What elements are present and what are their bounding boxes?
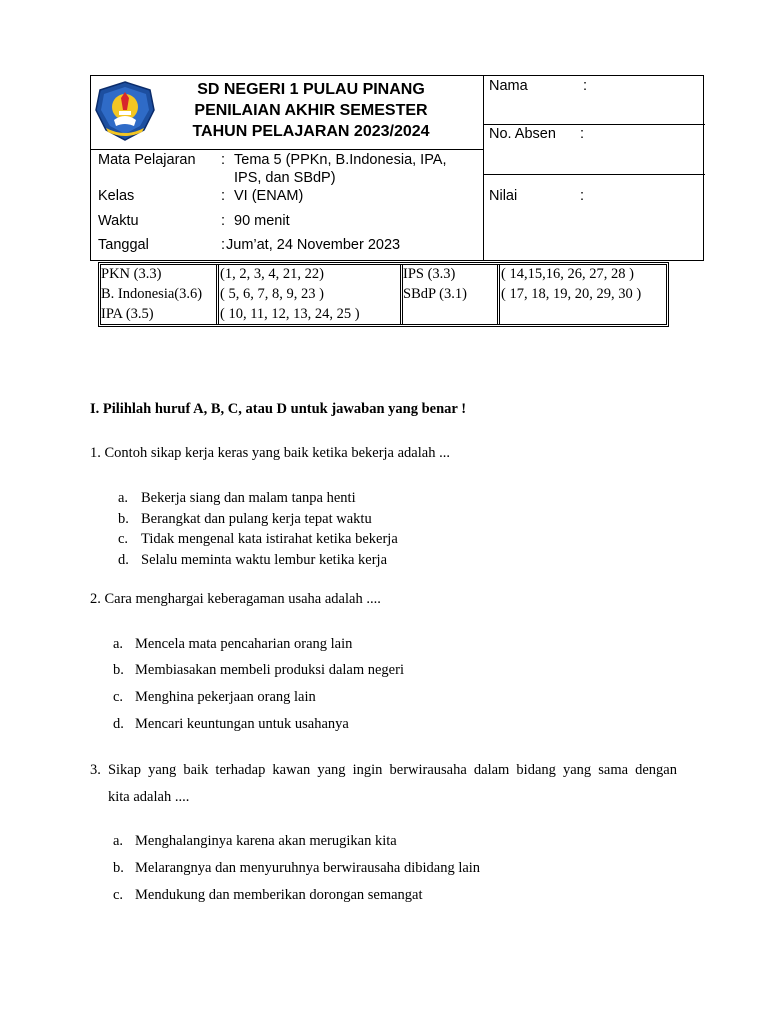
- header-divider: [483, 174, 705, 175]
- option-letter: c.: [113, 689, 124, 705]
- kd-numbers: ( 5, 6, 7, 8, 9, 23 ): [220, 286, 324, 302]
- option-letter: a.: [113, 636, 124, 652]
- question-3-line2: kita adalah ....: [108, 789, 190, 805]
- option-letter: a.: [118, 490, 129, 506]
- option-text: Selalu meminta waktu lembur ketika kerja: [141, 552, 388, 568]
- option-text: Mencela mata pencaharian orang lain: [135, 636, 353, 652]
- time-value: 90 menit: [234, 213, 290, 229]
- kd-subject: IPA (3.5): [101, 306, 154, 322]
- question-3-line1: 3. Sikap yang baik terhadap kawan yang ingin berwirausaha dalam bidang yang sama dengan: [90, 762, 677, 778]
- option-text: Menghina pekerjaan orang lain: [135, 689, 316, 705]
- subject-colon: :: [221, 152, 226, 168]
- name-colon: :: [583, 78, 588, 94]
- name-label: Nama: [489, 78, 528, 94]
- option-letter: a.: [113, 833, 124, 849]
- absen-colon: :: [580, 126, 585, 142]
- exam-name: PENILAIAN AKHIR SEMESTER: [194, 102, 428, 119]
- question-3: [90, 757, 677, 811]
- kd-subject: B. Indonesia(3.6): [101, 286, 203, 302]
- kd-subject: IPS (3.3): [403, 266, 456, 282]
- kd-subject: SBdP (3.1): [403, 286, 467, 302]
- option-letter: b.: [113, 662, 124, 678]
- question-2: 2. Cara menghargai keberagaman usaha adalah ....: [90, 591, 381, 607]
- kd-divider: [216, 265, 219, 324]
- kd-table: [98, 262, 669, 327]
- header-divider: [483, 76, 484, 261]
- option-letter: c.: [118, 531, 129, 547]
- option-text: Membiasakan membeli produksi dalam negeri: [135, 662, 404, 678]
- question-1: 1. Contoh sikap kerja keras yang baik ketika bekerja adalah ...: [90, 445, 450, 461]
- school-year: TAHUN PELAJARAN 2023/2024: [192, 123, 430, 140]
- exam-header: [90, 75, 704, 261]
- option-text: Bekerja siang dan malam tanpa henti: [141, 490, 356, 506]
- option-text: Mencari keuntungan untuk usahanya: [135, 716, 349, 732]
- option-text: Menghalanginya karena akan merugikan kita: [135, 833, 397, 849]
- kd-subject: PKN (3.3): [101, 266, 162, 282]
- score-colon: :: [580, 188, 585, 204]
- subject-value: Tema 5 (PPKn, B.Indonesia, IPA, IPS, dan SBdP): [234, 152, 447, 186]
- school-name: SD NEGERI 1 PULAU PINANG: [197, 81, 425, 98]
- date-label: Tanggal: [98, 237, 149, 253]
- kd-numbers: ( 17, 18, 19, 20, 29, 30 ): [501, 286, 642, 302]
- time-label: Waktu: [98, 213, 139, 229]
- class-label: Kelas: [98, 188, 135, 204]
- time-colon: :: [221, 213, 226, 229]
- class-value: VI (ENAM): [234, 188, 304, 204]
- date-colon: :: [221, 237, 226, 253]
- option-letter: b.: [113, 860, 124, 876]
- option-text: Melarangnya dan menyuruhnya berwirausaha dibidang lain: [135, 860, 481, 876]
- kd-numbers: ( 14,15,16, 26, 27, 28 ): [501, 266, 634, 282]
- option-text: Tidak mengenal kata istirahat ketika bekerja: [141, 531, 398, 547]
- kd-numbers: ( 10, 11, 12, 13, 24, 25 ): [220, 306, 360, 322]
- kd-numbers: (1, 2, 3, 4, 21, 22): [220, 266, 324, 282]
- kd-divider: [497, 265, 500, 324]
- date-value: Jum’at, 24 November 2023: [226, 237, 401, 253]
- option-letter: c.: [113, 887, 124, 903]
- option-text: Mendukung dan memberikan dorongan semangat: [135, 887, 423, 903]
- option-letter: d.: [118, 552, 129, 568]
- class-colon: :: [221, 188, 226, 204]
- option-text: Berangkat dan pulang kerja tepat waktu: [141, 511, 372, 527]
- option-letter: d.: [113, 716, 124, 732]
- score-label: Nilai: [489, 188, 518, 204]
- absen-label: No. Absen: [489, 126, 556, 142]
- school-title-block: [151, 79, 471, 142]
- header-divider: [91, 149, 483, 150]
- option-letter: b.: [118, 511, 129, 527]
- section-title: I. Pilihlah huruf A, B, C, atau D untuk jawaban yang benar !: [90, 401, 467, 417]
- tut-wuri-handayani-logo: [94, 80, 156, 142]
- subject-label: Mata Pelajaran: [98, 152, 196, 168]
